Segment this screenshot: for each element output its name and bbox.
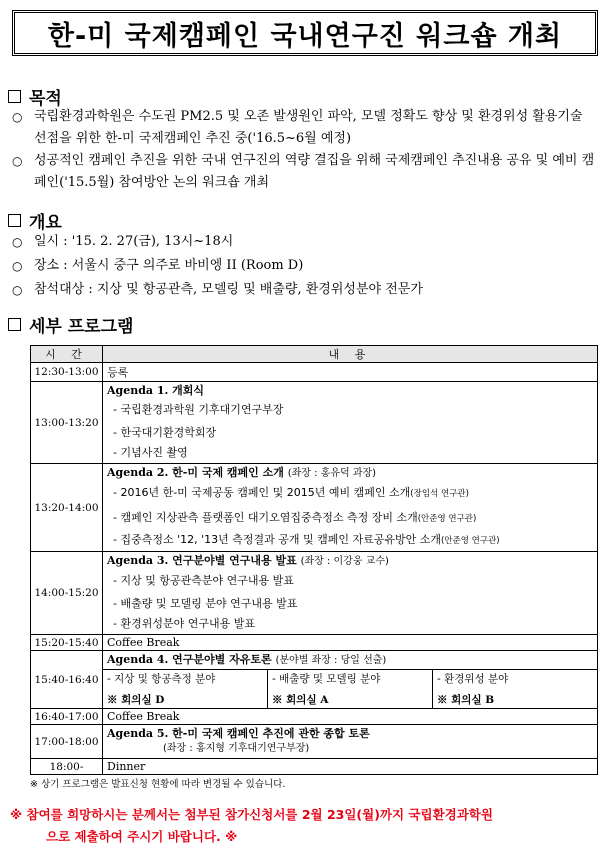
circle-bullet-icon: ○ xyxy=(12,154,23,168)
agenda-item: - 한국대기환경학회장 xyxy=(113,426,217,439)
table-row xyxy=(31,651,598,709)
room-cell: - 배출량 및 모델링 분야 ※ 회의실 A xyxy=(267,670,432,708)
room-cell: - 지상 및 항공측정 분야 ※ 회의실 D xyxy=(103,670,267,708)
content-cell xyxy=(103,651,598,709)
time-cell: 13:20-14:00 xyxy=(31,464,103,552)
content-cell xyxy=(103,725,598,759)
time-cell: 18:00- xyxy=(31,759,103,775)
overview-item: ○ 참석대상 : 지상 및 항공관측, 모델링 및 배출량, 환경위성분야 전문가 xyxy=(12,279,597,301)
agenda-chair: (분야별 좌장 : 당일 선출) xyxy=(275,655,387,666)
footnote: ※ 상기 프로그램은 발표신청 현황에 따라 변경될 수 있습니다. xyxy=(30,779,286,790)
time-cell: 16:40-17:00 xyxy=(31,709,103,725)
agenda-title: Agenda 5. 한-미 국제 캠페인 추진에 관한 종합 토론 xyxy=(107,727,370,740)
overview-item: ○ 일시 : '15. 2. 27(금), 13시~18시 xyxy=(12,231,597,253)
section-heading-program xyxy=(8,312,133,337)
checkbox-square-icon xyxy=(8,90,21,103)
table-row xyxy=(31,759,598,775)
col-header-content: 내 용 xyxy=(103,346,598,363)
section-heading-overview xyxy=(8,208,62,233)
time-cell: 15:40-16:40 xyxy=(31,651,103,709)
participation-notice: ※ 참여를 희망하시는 분께서는 첨부된 참가신청서를 2월 23일(월)까지 국립환경과학원 으로 제출하여 주시기 바랍니다. ※ xyxy=(10,807,493,844)
circle-bullet-icon: ○ xyxy=(12,110,23,124)
agenda-title: Agenda 1. 개회식 xyxy=(107,384,205,397)
section-heading-label: 개요 xyxy=(29,213,62,233)
table-row xyxy=(31,382,598,464)
table-row xyxy=(31,709,598,725)
agenda-item: - 집중측정소 '12, '13년 측정결과 공개 및 캠페인 자료공유방안 소개(안준영 연구관) xyxy=(113,533,500,546)
table-row xyxy=(31,464,598,552)
table-header-row xyxy=(31,346,598,363)
agenda-item: - 캠페인 지상관측 플랫폼인 대기오염집중측정소 측정 장비 소개(안준영 연구관) xyxy=(113,511,477,524)
purpose-item: ○ 국립환경과학원은 수도권 PM2.5 및 오존 발생원인 파악, 모델 정확도 향상 및 환경위성 활용기술 선점을 위한 한-미 국제캠페인 추진 중('16.5~6월 예정) xyxy=(12,106,597,150)
table-row xyxy=(31,725,598,759)
section-heading-label: 세부 프로그램 xyxy=(29,317,134,337)
table-row xyxy=(31,552,598,635)
content-cell xyxy=(103,382,598,464)
time-cell: 15:20-15:40 xyxy=(31,635,103,651)
agenda-item: - 기념사진 촬영 xyxy=(113,446,188,459)
agenda-chair: (좌장 : 홍유덕 과장) xyxy=(287,468,377,479)
agenda-item: - 국립환경과학원 기후대기연구부장 xyxy=(113,403,284,416)
checkbox-square-icon xyxy=(8,214,21,227)
checkbox-square-icon xyxy=(8,318,21,331)
agenda-title: Agenda 3. 연구분야별 연구내용 발표 (좌장 : 이강웅 교수) xyxy=(107,554,389,567)
content-cell: Dinner xyxy=(103,759,598,775)
content-cell xyxy=(103,552,598,635)
table-row xyxy=(31,363,598,382)
agenda-item: - 2016년 한-미 국제공동 캠페인 및 2015년 예비 캠페인 소개(장임석 연구관) xyxy=(113,486,469,499)
room-label: ※ 회의실 A xyxy=(272,694,329,706)
page-title: 한-미 국제캠페인 국내연구진 워크숍 개최 xyxy=(47,20,563,52)
time-cell: 12:30-13:00 xyxy=(31,363,103,382)
agenda-item: - 환경위성분야 연구내용 발표 xyxy=(113,617,255,630)
table-row xyxy=(31,635,598,651)
agenda-title: Agenda 4. 연구분야별 자유토론 (분야별 좌장 : 당일 선출) xyxy=(103,651,597,670)
purpose-item: ○ 성공적인 캠페인 추진을 위한 국내 연구진의 역량 결집을 위해 국제캠페인 추진내용 공유 및 예비 캠페인('15.5월) 참여방안 논의 워크숍 개최 xyxy=(12,150,597,194)
room-label: ※ 회의실 B xyxy=(437,694,495,706)
agenda-item: - 배출량 및 모델링 분야 연구내용 발표 xyxy=(113,597,298,610)
circle-bullet-icon: ○ xyxy=(12,235,23,249)
content-cell: 등록 xyxy=(103,363,598,382)
section-heading-label: 목적 xyxy=(29,89,62,109)
circle-bullet-icon: ○ xyxy=(12,283,23,297)
time-cell: 14:00-15:20 xyxy=(31,552,103,635)
program-table xyxy=(30,345,598,775)
overview-item: ○ 장소 : 서울시 중구 의주로 바비엥 II (Room D) xyxy=(12,255,597,277)
content-cell: Coffee Break xyxy=(103,635,598,651)
time-cell: 13:00-13:20 xyxy=(31,382,103,464)
agenda-item: - 지상 및 항공관측분야 연구내용 발표 xyxy=(113,574,294,587)
col-header-time: 시 간 xyxy=(31,346,103,363)
agenda-title: Agenda 2. 한-미 국제 캠페인 소개 (좌장 : 홍유덕 과장) xyxy=(107,466,377,479)
agenda-chair: (좌장 : 이강웅 교수) xyxy=(300,556,389,567)
room-label: ※ 회의실 D xyxy=(107,694,165,706)
content-cell: Coffee Break xyxy=(103,709,598,725)
title-box xyxy=(12,10,598,56)
content-cell xyxy=(103,464,598,552)
time-cell: 17:00-18:00 xyxy=(31,725,103,759)
agenda-chair: (좌장 : 홍지형 기후대기연구부장) xyxy=(163,743,310,754)
room-cell: - 환경위성 분야 ※ 회의실 B xyxy=(432,670,597,708)
room-grid xyxy=(103,670,597,708)
circle-bullet-icon: ○ xyxy=(12,259,23,273)
